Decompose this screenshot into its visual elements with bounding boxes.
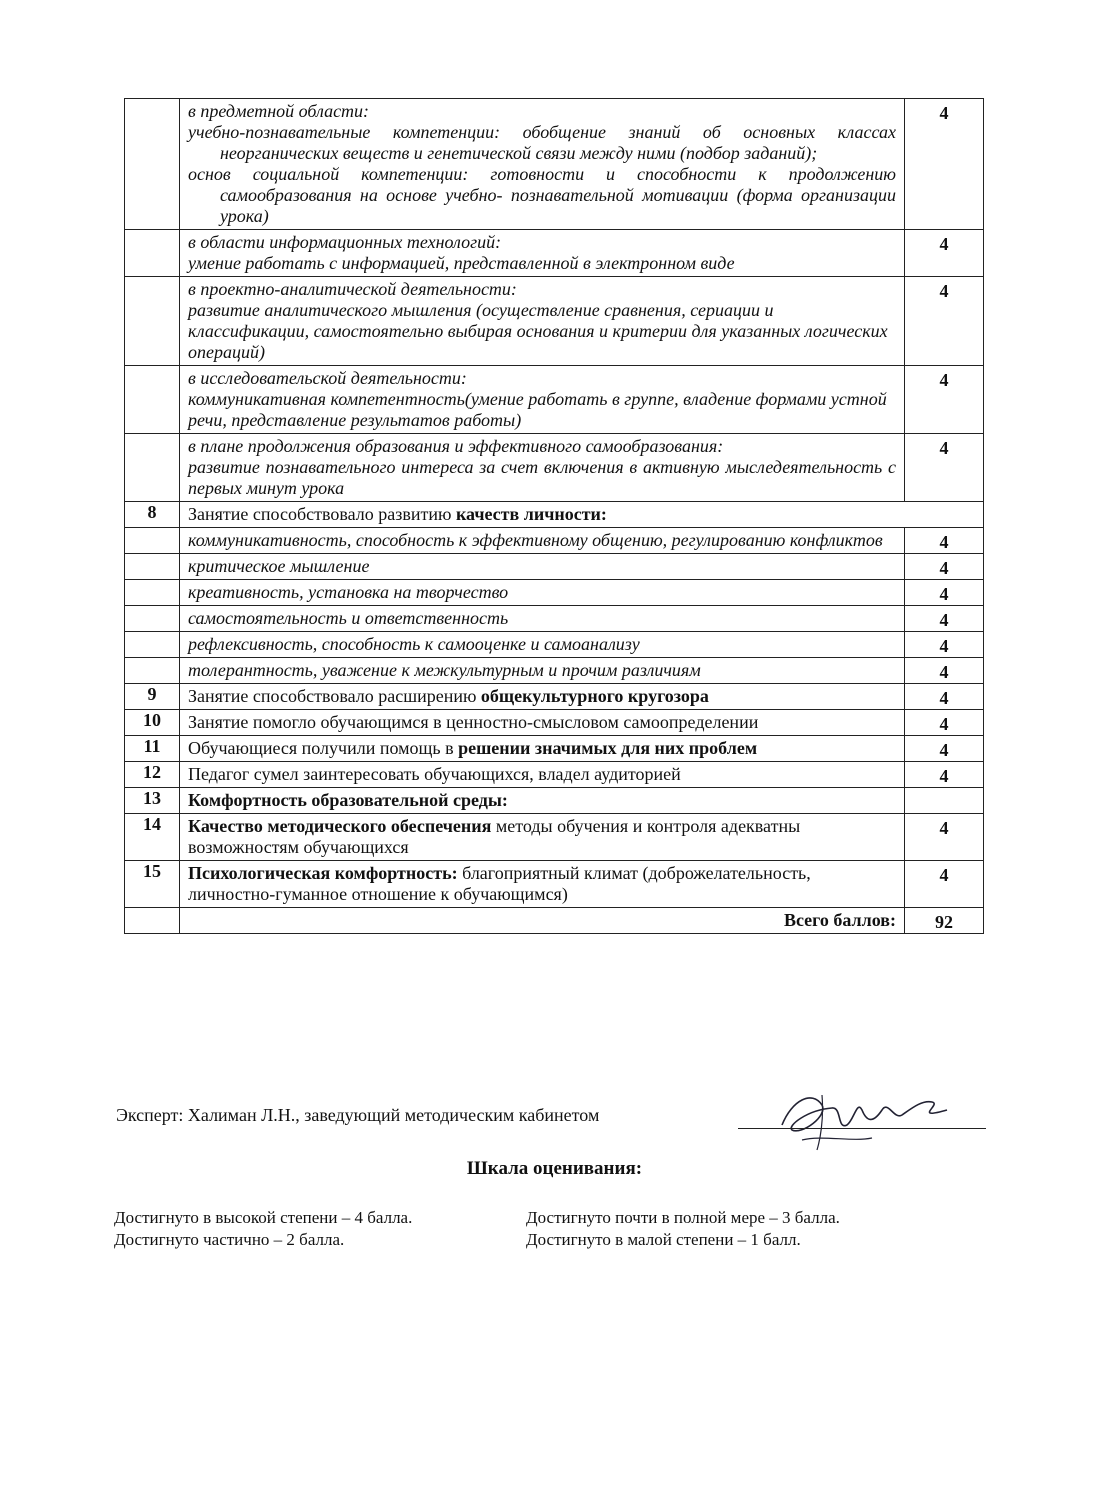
scale-item: Достигнуто в высокой степени – 4 балла. <box>114 1208 413 1227</box>
table-row <box>125 580 984 606</box>
row-heading: в проектно-аналитической деятельности: <box>188 279 517 299</box>
row-score: 4 <box>905 434 984 502</box>
row-item: учебно-познавательные компетенции: обобщение знаний об основных классах неорганических веществ и генетической связи между ними (подбор заданий); <box>188 122 896 163</box>
row-content <box>180 684 905 710</box>
row-content <box>180 861 905 908</box>
row-content <box>180 814 905 861</box>
row-text: Обучающиеся получили помощь в <box>188 738 459 758</box>
table-row <box>125 366 984 434</box>
row-number: 9 <box>125 684 180 710</box>
row-score: 4 <box>905 710 984 736</box>
signature-line <box>738 1128 986 1129</box>
row-score: 4 <box>905 528 984 554</box>
row-score: 4 <box>905 658 984 684</box>
signature-icon <box>762 1080 962 1160</box>
row-text: развитие познавательного интереса за счет включения в активную мыследеятельность с первых минут урока <box>188 457 896 498</box>
row-score: 4 <box>905 554 984 580</box>
table-row <box>125 861 984 908</box>
scale-item: Достигнуто частично – 2 балла. <box>114 1230 345 1249</box>
scale-item: Достигнуто в малой степени – 1 балл. <box>526 1230 801 1249</box>
row-number: 14 <box>125 814 180 861</box>
row-score: 4 <box>905 814 984 861</box>
table-row <box>125 736 984 762</box>
table-row <box>125 554 984 580</box>
row-score: 4 <box>905 736 984 762</box>
row-bold-text: Качество методического обеспечения <box>188 816 492 836</box>
row-score: 4 <box>905 762 984 788</box>
total-row <box>125 908 984 934</box>
row-bold-text: Психологическая комфортность: <box>188 863 458 883</box>
row-number <box>125 434 180 502</box>
row-number: 11 <box>125 736 180 762</box>
row-score: 4 <box>905 277 984 366</box>
row-text: критическое мышление <box>180 554 905 580</box>
row-score: 4 <box>905 366 984 434</box>
row-heading: в предметной области: <box>188 101 370 121</box>
total-value: 92 <box>905 908 984 934</box>
row-number <box>125 528 180 554</box>
row-score: 4 <box>905 99 984 230</box>
row-number <box>125 277 180 366</box>
total-label: Всего баллов: <box>180 908 905 934</box>
row-score: 4 <box>905 684 984 710</box>
row-text: креативность, установка на творчество <box>180 580 905 606</box>
row-number <box>125 366 180 434</box>
row-number: 12 <box>125 762 180 788</box>
row-text: Занятие способствовало расширению <box>188 686 481 706</box>
table-row <box>125 814 984 861</box>
row-number <box>125 632 180 658</box>
row-text: рефлексивность, способность к самооценке и самоанализу <box>180 632 905 658</box>
row-content <box>180 434 905 502</box>
row-heading: в плане продолжения образования и эффективного самообразования: <box>188 436 724 456</box>
table-row <box>125 502 984 528</box>
table-row <box>125 277 984 366</box>
table-row <box>125 762 984 788</box>
row-text: Занятие помогло обучающимся в ценностно-смысловом самоопределении <box>180 710 905 736</box>
table-row <box>125 528 984 554</box>
row-text: толерантность, уважение к межкультурным и прочим различиям <box>180 658 905 684</box>
row-score: 4 <box>905 632 984 658</box>
row-text: развитие аналитического мышления (осуществление сравнения, сериации и классификации, самостоятельно выбирая основания и критерии для указанных логических операций) <box>188 300 888 362</box>
table-row <box>125 230 984 277</box>
row-number: 8 <box>125 502 180 528</box>
row-score: 4 <box>905 861 984 908</box>
row-text: Педагог сумел заинтересовать обучающихся, владел аудиторией <box>180 762 905 788</box>
row-number <box>125 230 180 277</box>
row-number: 15 <box>125 861 180 908</box>
row-number: 13 <box>125 788 180 814</box>
table-row <box>125 788 984 814</box>
row-score: 4 <box>905 580 984 606</box>
row-score: 4 <box>905 230 984 277</box>
row-text: методы обучения и контроля адекватны возможностям обучающихся <box>188 816 801 857</box>
table-row <box>125 658 984 684</box>
row-content <box>180 230 905 277</box>
row-text: Занятие способствовало развитию <box>188 504 456 524</box>
evaluation-table <box>124 98 984 934</box>
row-heading: в исследовательской деятельности: <box>188 368 467 388</box>
row-content <box>180 788 905 814</box>
row-number <box>125 554 180 580</box>
row-text: коммуникативная компетентность(умение работать в группе, владение формами устной речи, представление результатов работы) <box>188 389 887 430</box>
scale-title: Шкала оценивания: <box>466 1158 643 1179</box>
row-text: благоприятный климат (доброжелательность, личностно-гуманное отношение к обучающимся) <box>188 863 811 904</box>
table-row <box>125 632 984 658</box>
row-content <box>180 99 905 230</box>
row-score <box>905 788 984 814</box>
row-heading: в области информационных технологий: <box>188 232 502 252</box>
row-text: самостоятельность и ответственность <box>180 606 905 632</box>
row-bold-text: качеств личности: <box>455 504 607 524</box>
row-content <box>180 366 905 434</box>
row-number <box>125 658 180 684</box>
row-score: 4 <box>905 606 984 632</box>
row-text: коммуникативность, способность к эффективному общению, регулированию конфликтов <box>180 528 905 554</box>
row-bold-text: решении значимых для них проблем <box>458 738 758 758</box>
scale-item: Достигнуто почти в полной мере – 3 балла. <box>526 1208 840 1227</box>
expert-line: Эксперт: Халиман Л.Н., заведующий методическим кабинетом <box>116 1105 600 1125</box>
row-number <box>125 908 180 934</box>
row-content <box>180 736 905 762</box>
table-row <box>125 606 984 632</box>
row-number <box>125 606 180 632</box>
row-bold-text: общекультурного кругозора <box>480 686 709 706</box>
table-row <box>125 710 984 736</box>
table-row <box>125 99 984 230</box>
row-item: основ социальной компетенции: готовности и способности к продолжению самообразования на основе учебно- познавательной мотивации (форма организации урока) <box>188 164 896 226</box>
row-bold-text: Комфортность образовательной среды: <box>188 790 508 810</box>
row-number <box>125 99 180 230</box>
row-number <box>125 580 180 606</box>
row-number: 10 <box>125 710 180 736</box>
row-content <box>180 277 905 366</box>
table-row <box>125 434 984 502</box>
row-text: умение работать с информацией, представленной в электронном виде <box>188 253 735 273</box>
table-row <box>125 684 984 710</box>
row-content <box>180 502 984 528</box>
